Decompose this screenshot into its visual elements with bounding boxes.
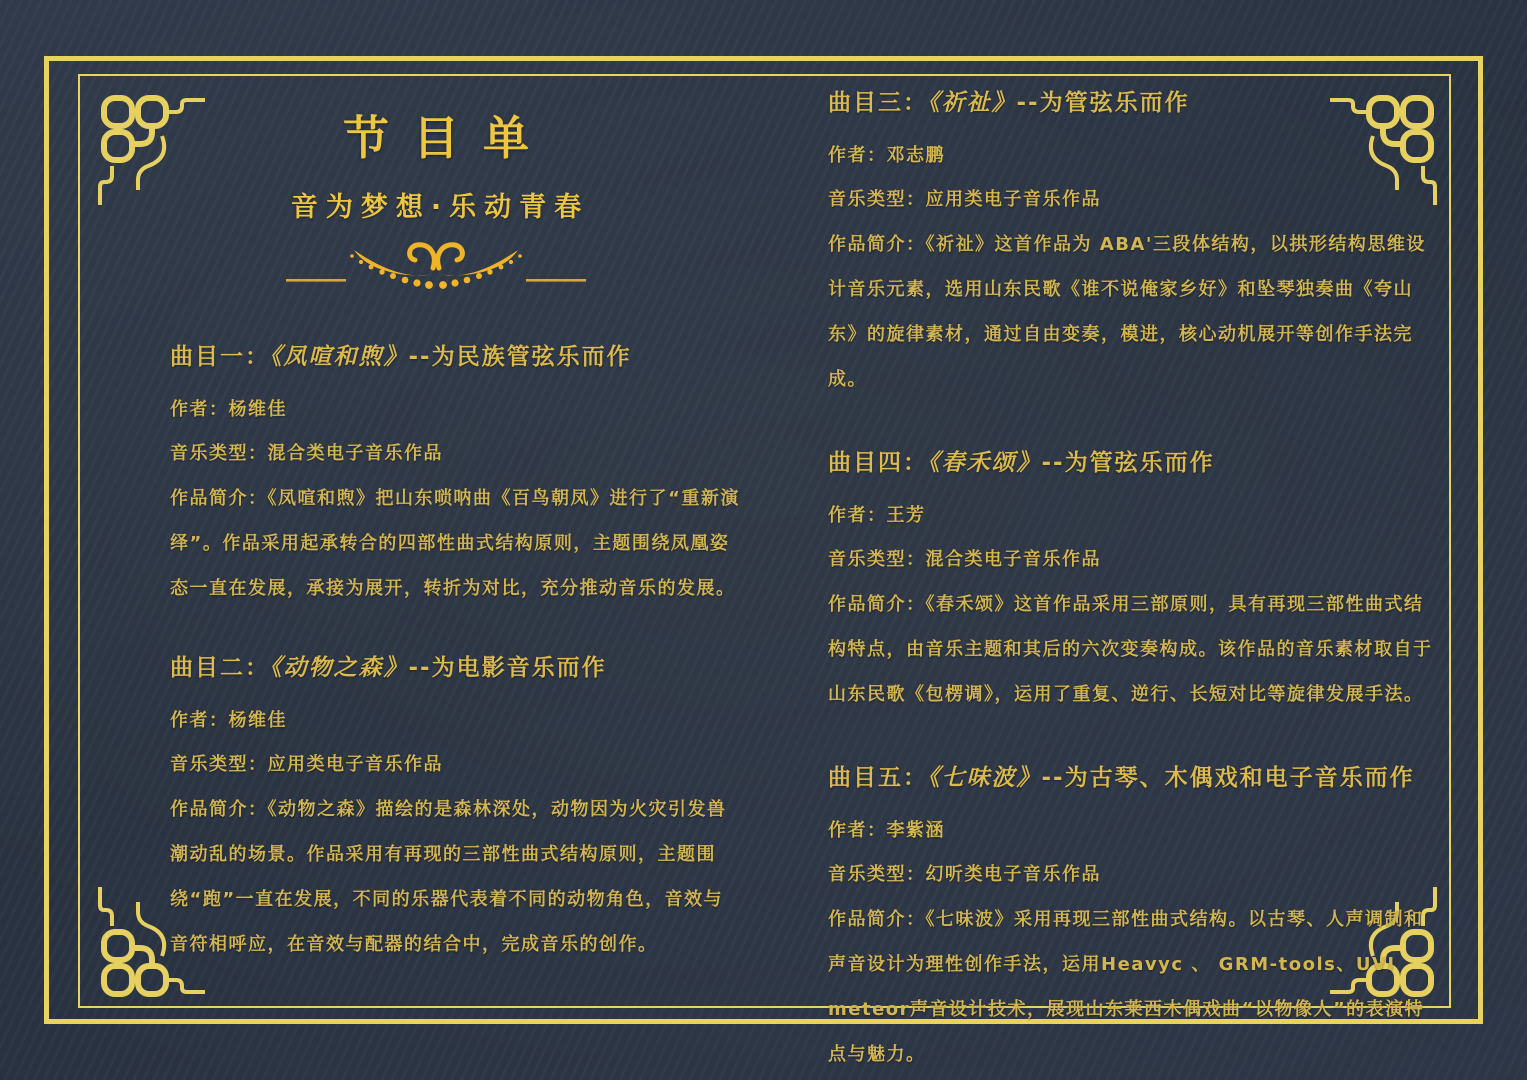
intro-label: 作品简介： bbox=[828, 234, 926, 255]
intro-text: 《春禾颂》这首作品采用三部原则，具有再现三部性曲式结构特点，由音乐主题和其后的六次变奏构成。该作品的音乐素材取自于山东民歌《包楞调》，运用了重复、逆行、长短对比等旋律发展手法。 bbox=[828, 594, 1433, 705]
intro-paragraph bbox=[170, 476, 740, 611]
program-work-title: 《凤喧和煦》 bbox=[270, 344, 409, 370]
program-work-title: 《祈祉》 bbox=[928, 90, 1017, 116]
program-work-title: 《动物之森》 bbox=[270, 655, 409, 681]
program-header bbox=[170, 108, 702, 300]
intro-paragraph bbox=[828, 222, 1442, 402]
author-value: 杨维佳 bbox=[228, 399, 287, 420]
program-number: 曲目四： bbox=[828, 450, 928, 476]
intro-label: 作品简介： bbox=[170, 799, 268, 820]
program-ensemble: --为电影音乐而作 bbox=[408, 655, 607, 681]
author-value: 邓志鹏 bbox=[886, 145, 945, 166]
program-item-3 bbox=[828, 86, 1442, 402]
program-item-5 bbox=[828, 761, 1442, 1077]
author-line bbox=[828, 134, 1442, 178]
author-line bbox=[828, 809, 1442, 853]
music-type-line bbox=[828, 538, 1442, 582]
music-type-label: 音乐类型： bbox=[828, 189, 926, 210]
intro-text: 《凤喧和煦》把山东唢呐曲《百鸟朝凤》进行了“重新演绎”。作品采用起承转合的四部性曲式结构原则，主题围绕凤凰姿态一直在发展，承接为展开，转折为对比，充分推动音乐的发展。 bbox=[170, 488, 740, 599]
intro-paragraph bbox=[170, 787, 740, 967]
program-number: 曲目二： bbox=[170, 655, 270, 681]
intro-label: 作品简介： bbox=[170, 488, 268, 509]
intro-label: 作品简介： bbox=[828, 909, 926, 930]
intro-text: 《祈祉》这首作品为 ABA'三段体结构，以拱形结构思维设计音乐元素，选用山东民歌《谁不说俺家乡好》和坠琴独奏曲《夸山东》的旋律素材，通过自由变奏，模进，核心动机展开等创作手法完成。 bbox=[828, 234, 1426, 390]
music-type-label: 音乐类型： bbox=[828, 549, 926, 570]
music-type-value: 混合类电子音乐作品 bbox=[267, 443, 443, 464]
program-item-2 bbox=[170, 651, 740, 967]
program-item-1 bbox=[170, 340, 740, 611]
music-type-line bbox=[828, 853, 1442, 897]
intro-paragraph bbox=[828, 582, 1442, 717]
music-type-line bbox=[170, 432, 740, 476]
author-line bbox=[828, 494, 1442, 538]
program-heading bbox=[828, 86, 1442, 120]
author-value: 李紫涵 bbox=[886, 820, 945, 841]
flourish-divider-icon bbox=[286, 236, 586, 296]
author-label: 作者： bbox=[170, 399, 229, 420]
program-ensemble: --为管弦乐而作 bbox=[1041, 450, 1215, 476]
left-column bbox=[170, 108, 740, 967]
page-subtitle: 音为梦想·乐动青春 bbox=[290, 192, 590, 223]
author-label: 作者： bbox=[828, 820, 887, 841]
author-label: 作者： bbox=[828, 505, 887, 526]
music-type-value: 应用类电子音乐作品 bbox=[925, 189, 1101, 210]
program-heading bbox=[828, 446, 1442, 480]
program-heading bbox=[170, 651, 740, 685]
program-number: 曲目五： bbox=[828, 765, 928, 791]
author-value: 杨维佳 bbox=[228, 710, 287, 731]
author-value: 王芳 bbox=[886, 505, 926, 526]
program-work-title: 《七味波》 bbox=[928, 765, 1042, 791]
right-column bbox=[828, 86, 1442, 1077]
author-line bbox=[170, 388, 740, 432]
music-type-label: 音乐类型： bbox=[170, 443, 268, 464]
program-ensemble: --为民族管弦乐而作 bbox=[408, 344, 632, 370]
author-label: 作者： bbox=[828, 145, 887, 166]
music-type-line bbox=[828, 178, 1442, 222]
program-number: 曲目三： bbox=[828, 90, 928, 116]
intro-label: 作品简介： bbox=[828, 594, 926, 615]
intro-text: 《动物之森》描绘的是森林深处，动物因为火灾引发兽潮动乱的场景。作品采用有再现的三部性曲式结构原则，主题围绕“跑”一直在发展，不同的乐器代表着不同的动物角色，音效与音符相呼应，在音效与配器的结合中，完成音乐的创作。 bbox=[170, 799, 727, 955]
program-ensemble: --为管弦乐而作 bbox=[1016, 90, 1190, 116]
program-number: 曲目一： bbox=[170, 344, 270, 370]
intro-text: 《七味波》采用再现三部性曲式结构。以古琴、人声调制和声音设计为理性创作手法，运用Heavyc 、 GRM-tools、UVI meteor声音设计技术，展现山东莱西木偶戏曲“以物像人”的表演特点与魅力。 bbox=[828, 909, 1425, 1065]
program-item-4 bbox=[828, 446, 1442, 717]
music-type-label: 音乐类型： bbox=[170, 754, 268, 775]
program-heading bbox=[170, 340, 740, 374]
music-type-value: 混合类电子音乐作品 bbox=[925, 549, 1101, 570]
music-type-label: 音乐类型： bbox=[828, 864, 926, 885]
music-type-line bbox=[170, 743, 740, 787]
program-work-title: 《春禾颂》 bbox=[928, 450, 1042, 476]
program-heading bbox=[828, 761, 1442, 795]
music-type-value: 应用类电子音乐作品 bbox=[267, 754, 443, 775]
page-title: 节目单 bbox=[343, 111, 553, 165]
music-type-value: 幻听类电子音乐作品 bbox=[925, 864, 1101, 885]
author-label: 作者： bbox=[170, 710, 229, 731]
program-ensemble: --为古琴、木偶戏和电子音乐而作 bbox=[1041, 765, 1415, 791]
author-line bbox=[170, 699, 740, 743]
intro-paragraph bbox=[828, 897, 1442, 1077]
